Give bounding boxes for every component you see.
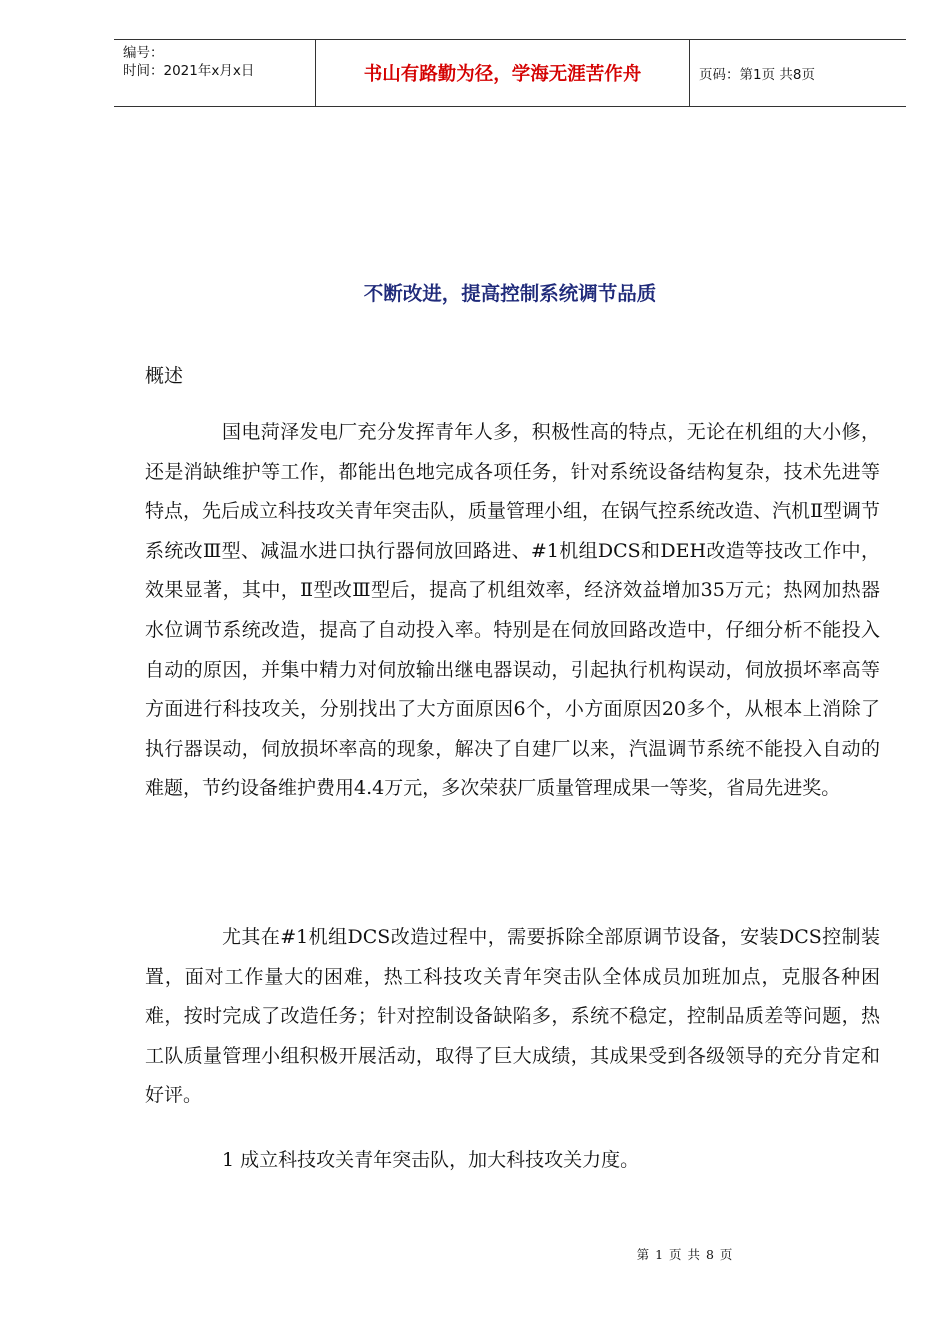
body-paragraph: 尤其在#1机组DCS改造过程中，需要拆除全部原调节设备，安装DCS控制装置，面对工作量大的困难，热工科技攻关青年突击队全体成员加班加点，克服各种困难，按时完成了改造任务；针对控制设备缺陷多，系统不稳定，控制品质差等问题，热工队质量管理小组积极开展活动，取得了巨大成绩，其成果受到各级领导的充分肯定和好评。 <box>145 926 880 1107</box>
numbered-section-heading: 1 成立科技攻关青年突击队，加大科技攻关力度。 <box>222 1149 640 1171</box>
section-heading: 概述 <box>145 365 184 387</box>
page-header <box>114 39 906 107</box>
document-date-label: 时间：2021年x月x日 <box>123 63 255 79</box>
document-number-label: 编号： <box>123 45 164 61</box>
header-page-info: 页码：第1页 共8页 <box>699 67 815 83</box>
page-footer: 第 1 页 共 8 页 <box>636 1247 734 1262</box>
header-motto: 书山有路勤为径，学海无涯苦作舟 <box>316 40 690 106</box>
body-paragraph: 国电菏泽发电厂充分发挥青年人多，积极性高的特点，无论在机组的大小修，还是消缺维护等工作，都能出色地完成各项任务，针对系统设备结构复杂，技术先进等特点，先后成立科技攻关青年突击队，质量管理小组，在锅气控系统改造、汽机Ⅱ型调节系统改Ⅲ型、减温水进口执行器伺放回路进、#1机组DCS和DEH改造等技改工作中，效果显著，其中，Ⅱ型改Ⅲ型后，提高了机组效率，经济效益增加35万元；热网加热器水位调节系统改造，提高了自动投入率。特别是在伺放回路改造中，仔细分析不能投入自动的原因，并集中精力对伺放输出继电器误动，引起执行机构误动，伺放损坏率高等方面进行科技攻关，分别找出了大方面原因6个，小方面原因20多个，从根本上消除了执行器误动，伺放损坏率高的现象，解决了自建厂以来，汽温调节系统不能投入自动的难题，节约设备维护费用4.4万元，多次荣获厂质量管理成果一等奖，省局先进奖。 <box>145 421 880 800</box>
header-meta-cell <box>114 40 316 106</box>
document-title: 不断改进，提高控制系统调节品质 <box>363 282 657 305</box>
